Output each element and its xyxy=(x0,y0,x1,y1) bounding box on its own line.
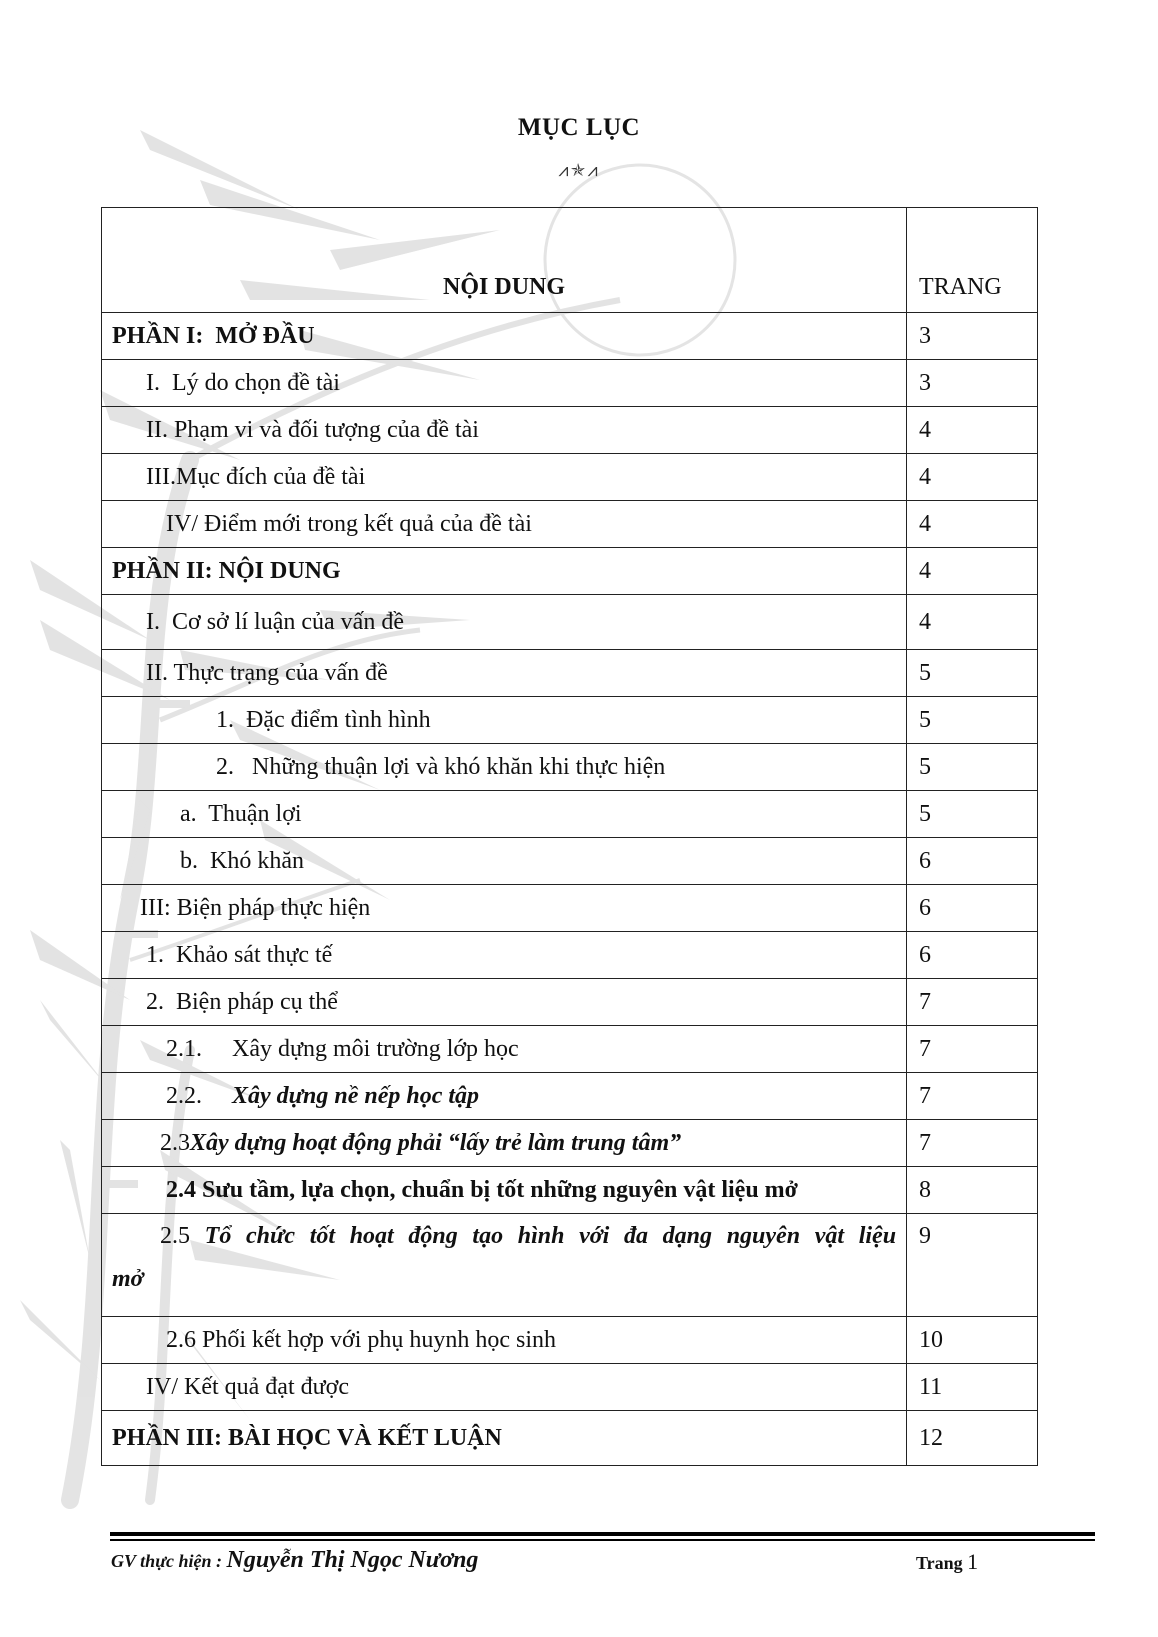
toc-row xyxy=(102,1026,1038,1073)
toc-entry-page: 4 xyxy=(907,548,1038,595)
toc-entry-page: 4 xyxy=(907,407,1038,454)
toc-entry-page: 4 xyxy=(907,454,1038,501)
toc-entry-label: 1. Đặc điểm tình hình xyxy=(216,706,431,733)
toc-row xyxy=(102,407,1038,454)
toc-row xyxy=(102,1364,1038,1411)
toc-entry-label: IV/ Điểm mới trong kết quả của đề tài xyxy=(166,510,532,537)
toc-entry-page: 7 xyxy=(907,1026,1038,1073)
toc-entry-label: PHẦN II: NỘI DUNG xyxy=(112,557,341,584)
footer-page-label: Trang xyxy=(916,1553,968,1573)
toc-header-row xyxy=(102,208,1038,313)
toc-row xyxy=(102,454,1038,501)
toc-entry-title xyxy=(102,1026,907,1073)
toc-entry-title xyxy=(102,1411,907,1466)
toc-header-content: NỘI DUNG xyxy=(102,208,907,313)
toc-row xyxy=(102,838,1038,885)
toc-entry-title xyxy=(102,1364,907,1411)
toc-entry-title xyxy=(102,595,907,650)
toc-entry-page: 6 xyxy=(907,838,1038,885)
toc-row xyxy=(102,791,1038,838)
toc-entry-page: 6 xyxy=(907,932,1038,979)
toc-entry-title xyxy=(102,548,907,595)
table-of-contents xyxy=(101,207,1038,1466)
toc-entry-page: 5 xyxy=(907,650,1038,697)
title-ornament: ⩘✯⩘ xyxy=(558,160,600,180)
toc-row xyxy=(102,313,1038,360)
toc-entry-page: 10 xyxy=(907,1317,1038,1364)
toc-row xyxy=(102,885,1038,932)
toc-entry-label: II. Thực trạng của vấn đề xyxy=(146,659,388,686)
toc-entry-number: 2.5 xyxy=(160,1223,205,1249)
toc-entry-label: II. Phạm vi và đối tượng của đề tài xyxy=(146,416,479,443)
toc-entry-page: 7 xyxy=(907,1073,1038,1120)
toc-entry-page: 12 xyxy=(907,1411,1038,1466)
toc-entry-number: 2.3 xyxy=(160,1129,190,1156)
toc-entry-label: 1. Khảo sát thực tế xyxy=(146,941,333,968)
toc-entry-page: 7 xyxy=(907,1120,1038,1167)
toc-row xyxy=(102,932,1038,979)
toc-row xyxy=(102,1120,1038,1167)
footer-author-label: GV thực hiện : xyxy=(111,1551,227,1571)
footer-page-number: 1 xyxy=(967,1549,979,1574)
toc-entry-title xyxy=(102,932,907,979)
toc-row xyxy=(102,697,1038,744)
toc-entry-label: Xây dựng hoạt động phải “lấy trẻ làm trung tâm” xyxy=(190,1129,682,1156)
toc-entry-label: 2.4 Sưu tầm, lựa chọn, chuẩn bị tốt những nguyên vật liệu mở xyxy=(166,1176,798,1203)
footer-rule-thin xyxy=(110,1539,1095,1541)
toc-row xyxy=(102,1167,1038,1214)
toc-entry-label-continued: mở xyxy=(112,1266,144,1292)
toc-entry-page: 3 xyxy=(907,313,1038,360)
toc-entry-label: I. Lý do chọn đề tài xyxy=(146,369,340,396)
toc-entry-title xyxy=(102,838,907,885)
toc-entry-title xyxy=(102,313,907,360)
toc-entry-title xyxy=(102,501,907,548)
toc-row xyxy=(102,501,1038,548)
toc-entry-label: 2.1. Xây dựng môi trường lớp học xyxy=(166,1035,519,1062)
toc-entry-page: 6 xyxy=(907,885,1038,932)
toc-entry-page: 5 xyxy=(907,791,1038,838)
toc-entry-label: Xây dựng nề nếp học tập xyxy=(232,1082,480,1109)
toc-entry-label: PHẦN III: BÀI HỌC VÀ KẾT LUẬN xyxy=(112,1424,502,1451)
toc-row xyxy=(102,1073,1038,1120)
toc-entry-title xyxy=(102,1317,907,1364)
toc-entry-page: 3 xyxy=(907,360,1038,407)
toc-row xyxy=(102,1317,1038,1364)
toc-entry-label: III: Biện pháp thực hiện xyxy=(140,894,371,921)
toc-entry-label: Tổ chức tốt hoạt động tạo hình với đa dạng nguyên vật liệu xyxy=(204,1223,897,1249)
toc-entry-label: 2.6 Phối kết hợp với phụ huynh học sinh xyxy=(166,1326,557,1353)
toc-entry-page: 9 xyxy=(907,1214,1038,1317)
toc-entry-label: III.Mục đích của đề tài xyxy=(146,463,366,490)
footer-author-name: Nguyễn Thị Ngọc Nương xyxy=(226,1547,479,1573)
toc-entry-title xyxy=(102,454,907,501)
footer-page xyxy=(916,1549,978,1575)
page-title: MỤC LỤC xyxy=(517,114,641,141)
toc-row xyxy=(102,979,1038,1026)
toc-entry-title xyxy=(102,1120,907,1167)
toc-entry-title xyxy=(102,697,907,744)
toc-entry-label: PHẦN I: MỞ ĐẦU xyxy=(112,322,315,349)
toc-entry-label: I. Cơ sở lí luận của vấn đề xyxy=(146,608,404,635)
toc-entry-page: 7 xyxy=(907,979,1038,1026)
toc-row xyxy=(102,595,1038,650)
toc-entry-title xyxy=(102,1214,907,1317)
toc-header-page: TRANG xyxy=(907,208,1038,313)
toc-entry-label: 2. Biện pháp cụ thể xyxy=(146,988,338,1015)
toc-entry-title xyxy=(102,885,907,932)
toc-entry-label: IV/ Kết quả đạt được xyxy=(146,1373,349,1400)
toc-entry-page: 5 xyxy=(907,744,1038,791)
toc-entry-label: a. Thuận lợi xyxy=(180,800,302,827)
footer-author xyxy=(111,1547,478,1574)
toc-entry-number: 2.2. xyxy=(166,1082,232,1109)
toc-row xyxy=(102,360,1038,407)
toc-entry-title xyxy=(102,360,907,407)
toc-row xyxy=(102,650,1038,697)
toc-entry-title xyxy=(102,791,907,838)
toc-row xyxy=(102,744,1038,791)
toc-entry-title xyxy=(102,407,907,454)
toc-entry-title xyxy=(102,650,907,697)
toc-row xyxy=(102,1214,1038,1317)
toc-entry-page: 8 xyxy=(907,1167,1038,1214)
toc-entry-page: 4 xyxy=(907,501,1038,548)
toc-entry-page: 11 xyxy=(907,1364,1038,1411)
toc-row xyxy=(102,1411,1038,1466)
toc-entry-page: 5 xyxy=(907,697,1038,744)
toc-entry-page: 4 xyxy=(907,595,1038,650)
toc-entry-title xyxy=(102,1167,907,1214)
toc-entry-title xyxy=(102,744,907,791)
footer-rule-thick xyxy=(110,1532,1095,1536)
toc-entry-title xyxy=(102,1073,907,1120)
toc-entry-label: 2. Những thuận lợi và khó khăn khi thực hiện xyxy=(216,753,666,780)
toc-entry-title xyxy=(102,979,907,1026)
toc-row xyxy=(102,548,1038,595)
toc-entry-label: b. Khó khăn xyxy=(180,847,304,874)
